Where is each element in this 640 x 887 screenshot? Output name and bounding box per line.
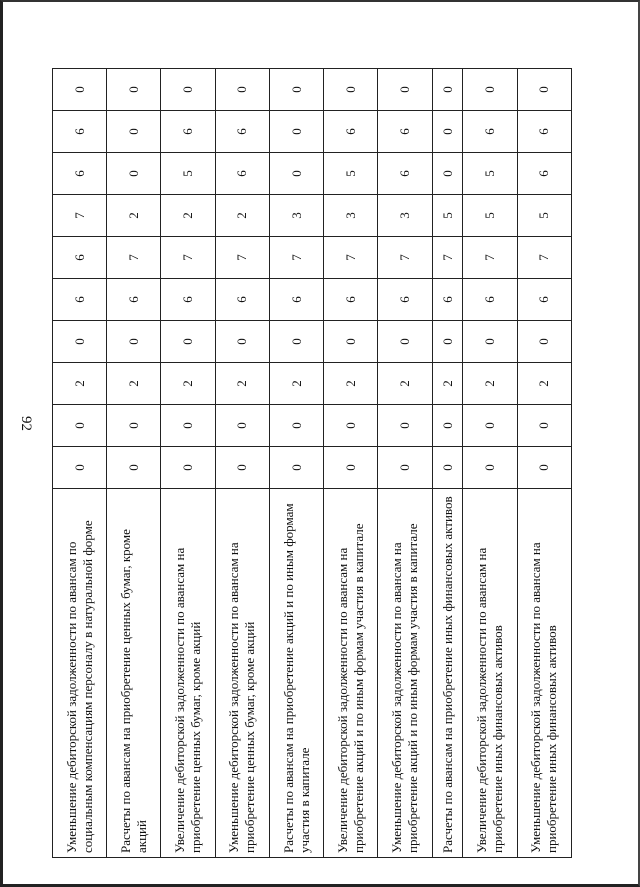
code-digit-cell: 6 [463,279,517,321]
code-digit-cell: 6 [215,153,269,195]
code-digit-cell: 5 [463,195,517,237]
code-digit-cell: 0 [432,321,463,363]
code-digit-cell: 0 [517,69,571,111]
account-codes-table [52,68,572,858]
code-digit-cell: 0 [269,69,323,111]
code-digit-cell: 0 [269,447,323,489]
code-digit-cell: 0 [107,69,161,111]
code-digit-cell: 5 [324,153,378,195]
code-digit-cell: 0 [324,405,378,447]
code-digit-cell: 0 [215,405,269,447]
code-digit-cell: 0 [161,447,215,489]
code-digit-cell: 2 [378,363,432,405]
code-digit-cell: 0 [432,447,463,489]
table-wrapper [52,68,572,858]
code-digit-cell: 7 [463,237,517,279]
code-digit-cell: 0 [107,111,161,153]
code-digit-cell: 0 [269,153,323,195]
code-digit-cell: 2 [269,363,323,405]
code-digit-cell: 0 [269,321,323,363]
code-digit-cell: 5 [463,153,517,195]
code-digit-cell: 0 [463,69,517,111]
code-digit-cell: 3 [269,195,323,237]
code-digit-cell: 6 [463,111,517,153]
code-digit-cell: 0 [215,321,269,363]
code-digit-cell: 0 [53,405,107,447]
table-row [269,69,323,858]
code-digit-cell: 6 [324,111,378,153]
code-digit-cell: 7 [517,237,571,279]
code-digit-cell: 7 [269,237,323,279]
code-digit-cell: 6 [432,279,463,321]
code-digit-cell: 0 [378,321,432,363]
code-digit-cell: 6 [161,279,215,321]
code-digit-cell: 7 [53,195,107,237]
code-digit-cell: 6 [161,111,215,153]
page-number: 92 [18,416,34,431]
code-digit-cell: 3 [324,195,378,237]
code-digit-cell: 6 [107,279,161,321]
code-digit-cell: 2 [432,363,463,405]
row-label: Увеличение дебиторской задолженности по авансам на приобретение ценных бумаг, кроме акций [161,489,215,858]
code-digit-cell: 0 [432,69,463,111]
code-digit-cell: 0 [53,69,107,111]
code-digit-cell: 0 [378,447,432,489]
code-digit-cell: 0 [378,69,432,111]
code-digit-cell: 0 [161,405,215,447]
code-digit-cell: 2 [161,195,215,237]
code-digit-cell: 0 [215,69,269,111]
table-row [432,69,463,858]
code-digit-cell: 6 [517,153,571,195]
code-digit-cell: 0 [517,405,571,447]
code-digit-cell: 0 [517,321,571,363]
code-digit-cell: 0 [269,405,323,447]
row-label: Уменьшение дебиторской задолженности по авансам по социальным компенсациям персоналу в натуральной форме [53,489,107,858]
code-digit-cell: 3 [378,195,432,237]
table-row [161,69,215,858]
code-digit-cell: 6 [215,279,269,321]
code-digit-cell: 6 [53,153,107,195]
table-row [463,69,517,858]
row-label: Расчеты по авансам на приобретение иных финансовых активов [432,489,463,858]
code-digit-cell: 2 [215,363,269,405]
code-digit-cell: 0 [107,405,161,447]
code-digit-cell: 0 [324,447,378,489]
row-label: Расчеты по авансам на приобретение акций и по иным формам участия в капитале [269,489,323,858]
code-digit-cell: 7 [324,237,378,279]
code-digit-cell: 0 [107,321,161,363]
code-digit-cell: 7 [432,237,463,279]
code-digit-cell: 7 [107,237,161,279]
code-digit-cell: 2 [53,363,107,405]
code-digit-cell: 6 [378,111,432,153]
row-label: Уменьшение дебиторской задолженности по авансам на приобретение иных финансовых активов [517,489,571,858]
code-digit-cell: 6 [53,111,107,153]
code-digit-cell: 6 [378,279,432,321]
code-digit-cell: 6 [517,111,571,153]
table-row [517,69,571,858]
code-digit-cell: 2 [161,363,215,405]
table-row [324,69,378,858]
code-digit-cell: 0 [269,111,323,153]
code-digit-cell: 6 [269,279,323,321]
code-digit-cell: 6 [378,153,432,195]
code-digit-cell: 7 [215,237,269,279]
table-row [53,69,107,858]
code-digit-cell: 7 [378,237,432,279]
row-label: Расчеты по авансам на приобретение ценных бумаг, кроме акций [107,489,161,858]
code-digit-cell: 6 [53,279,107,321]
code-digit-cell: 0 [463,405,517,447]
code-digit-cell: 0 [107,447,161,489]
table-row [215,69,269,858]
code-digit-cell: 0 [215,447,269,489]
table-row [378,69,432,858]
code-digit-cell: 0 [432,111,463,153]
code-digit-cell: 0 [432,405,463,447]
code-digit-cell: 5 [517,195,571,237]
code-digit-cell: 0 [53,321,107,363]
code-digit-cell: 5 [161,153,215,195]
code-digit-cell: 0 [324,69,378,111]
code-digit-cell: 0 [324,321,378,363]
row-label: Уменьшение дебиторской задолженности по авансам на приобретение акций и по иным формам участия в капитале [378,489,432,858]
code-digit-cell: 0 [161,321,215,363]
code-digit-cell: 6 [215,111,269,153]
code-digit-cell: 0 [161,69,215,111]
code-digit-cell: 5 [432,195,463,237]
code-digit-cell: 6 [324,279,378,321]
row-label: Уменьшение дебиторской задолженности по авансам на приобретение ценных бумаг, кроме акций [215,489,269,858]
code-digit-cell: 7 [161,237,215,279]
code-digit-cell: 2 [324,363,378,405]
rotated-table-container [52,68,572,858]
code-digit-cell: 2 [107,363,161,405]
row-label: Увеличение дебиторской задолженности по авансам на приобретение акций и по иным формам участия в капитале [324,489,378,858]
code-digit-cell: 2 [463,363,517,405]
table-row [107,69,161,858]
code-digit-cell: 6 [53,237,107,279]
code-digit-cell: 0 [53,447,107,489]
code-digit-cell: 0 [432,153,463,195]
code-digit-cell: 2 [107,195,161,237]
code-digit-cell: 0 [378,405,432,447]
code-digit-cell: 0 [107,153,161,195]
code-digit-cell: 2 [215,195,269,237]
code-digit-cell: 2 [517,363,571,405]
code-digit-cell: 0 [463,321,517,363]
code-digit-cell: 0 [463,447,517,489]
code-digit-cell: 6 [517,279,571,321]
code-digit-cell: 0 [517,447,571,489]
row-label: Увеличение дебиторской задолженности по авансам на приобретение иных финансовых активов [463,489,517,858]
